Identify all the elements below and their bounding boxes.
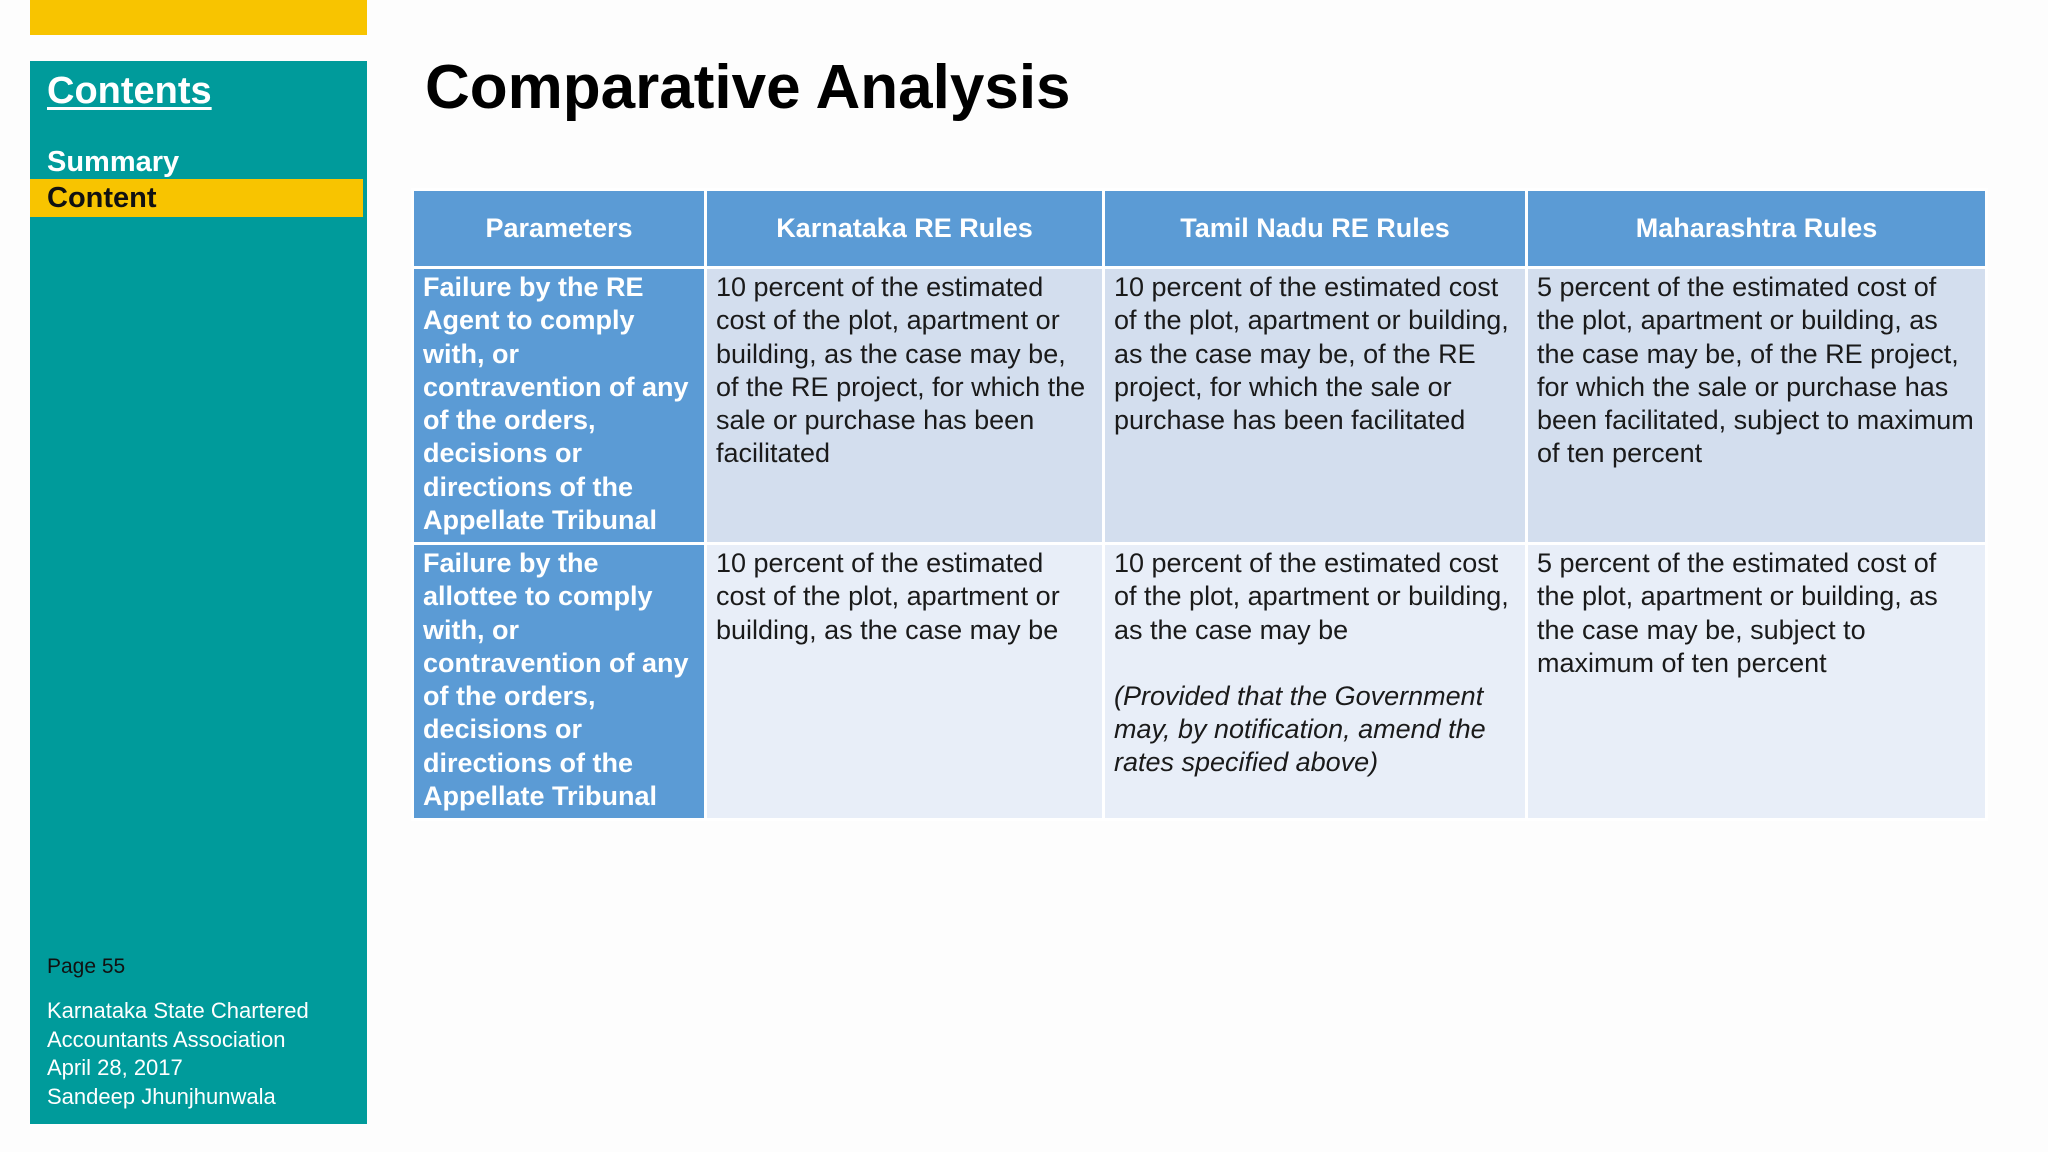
karnataka-cell: 10 percent of the estimated cost of the plot, apartment or building, as the case may be [706, 544, 1104, 820]
parameter-cell: Failure by the RE Agent to comply with, or contravention of any of the orders, decisions or directions of the Appellate Tribunal [413, 268, 706, 544]
sidebar-title[interactable]: Contents [47, 70, 212, 112]
sidebar [30, 61, 367, 1124]
tamil-nadu-text: 10 percent of the estimated cost of the plot, apartment or building, as the case may be [1114, 548, 1509, 645]
maharashtra-cell: 5 percent of the estimated cost of the plot, apartment or building, as the case may be, subject to maximum of ten percent [1527, 544, 1987, 820]
column-header: Tamil Nadu RE Rules [1104, 190, 1527, 268]
column-header: Parameters [413, 190, 706, 268]
table-row [413, 544, 1987, 820]
nav-item-content[interactable]: Content [30, 179, 363, 217]
maharashtra-cell: 5 percent of the estimated cost of the plot, apartment or building, as the case may be, of the RE project, for which the sale or purchase has been facilitated, subject to maximum of ten percent [1527, 268, 1987, 544]
page-number: Page 55 [47, 955, 126, 978]
footer-line: Sandeep Jhunjhunwala [47, 1083, 276, 1109]
tamil-nadu-cell [1104, 544, 1527, 820]
footer-line: Karnataka State Chartered [47, 998, 309, 1023]
footer-line: Accountants Association [47, 1026, 286, 1052]
comparison-table [411, 188, 1988, 821]
top-accent-bar [30, 0, 367, 35]
karnataka-cell: 10 percent of the estimated cost of the plot, apartment or building, as the case may be, of the RE project, for which the sale or purchase has been facilitated [706, 268, 1104, 544]
footer-info [47, 997, 309, 1111]
column-header: Karnataka RE Rules [706, 190, 1104, 268]
page-title: Comparative Analysis [425, 53, 1071, 122]
tamil-nadu-note: (Provided that the Government may, by notification, amend the rates specified above) [1114, 680, 1486, 778]
table-row [413, 268, 1987, 544]
parameter-cell: Failure by the allottee to comply with, or contravention of any of the orders, decisions or directions of the Appellate Tribunal [413, 544, 706, 820]
tamil-nadu-cell: 10 percent of the estimated cost of the plot, apartment or building, as the case may be, of the RE project, for which the sale or purchase has been facilitated [1104, 268, 1527, 544]
nav-item-summary[interactable]: Summary [47, 146, 180, 178]
column-header: Maharashtra Rules [1527, 190, 1987, 268]
table-header-row [413, 190, 1987, 268]
footer-line: April 28, 2017 [47, 1055, 183, 1080]
